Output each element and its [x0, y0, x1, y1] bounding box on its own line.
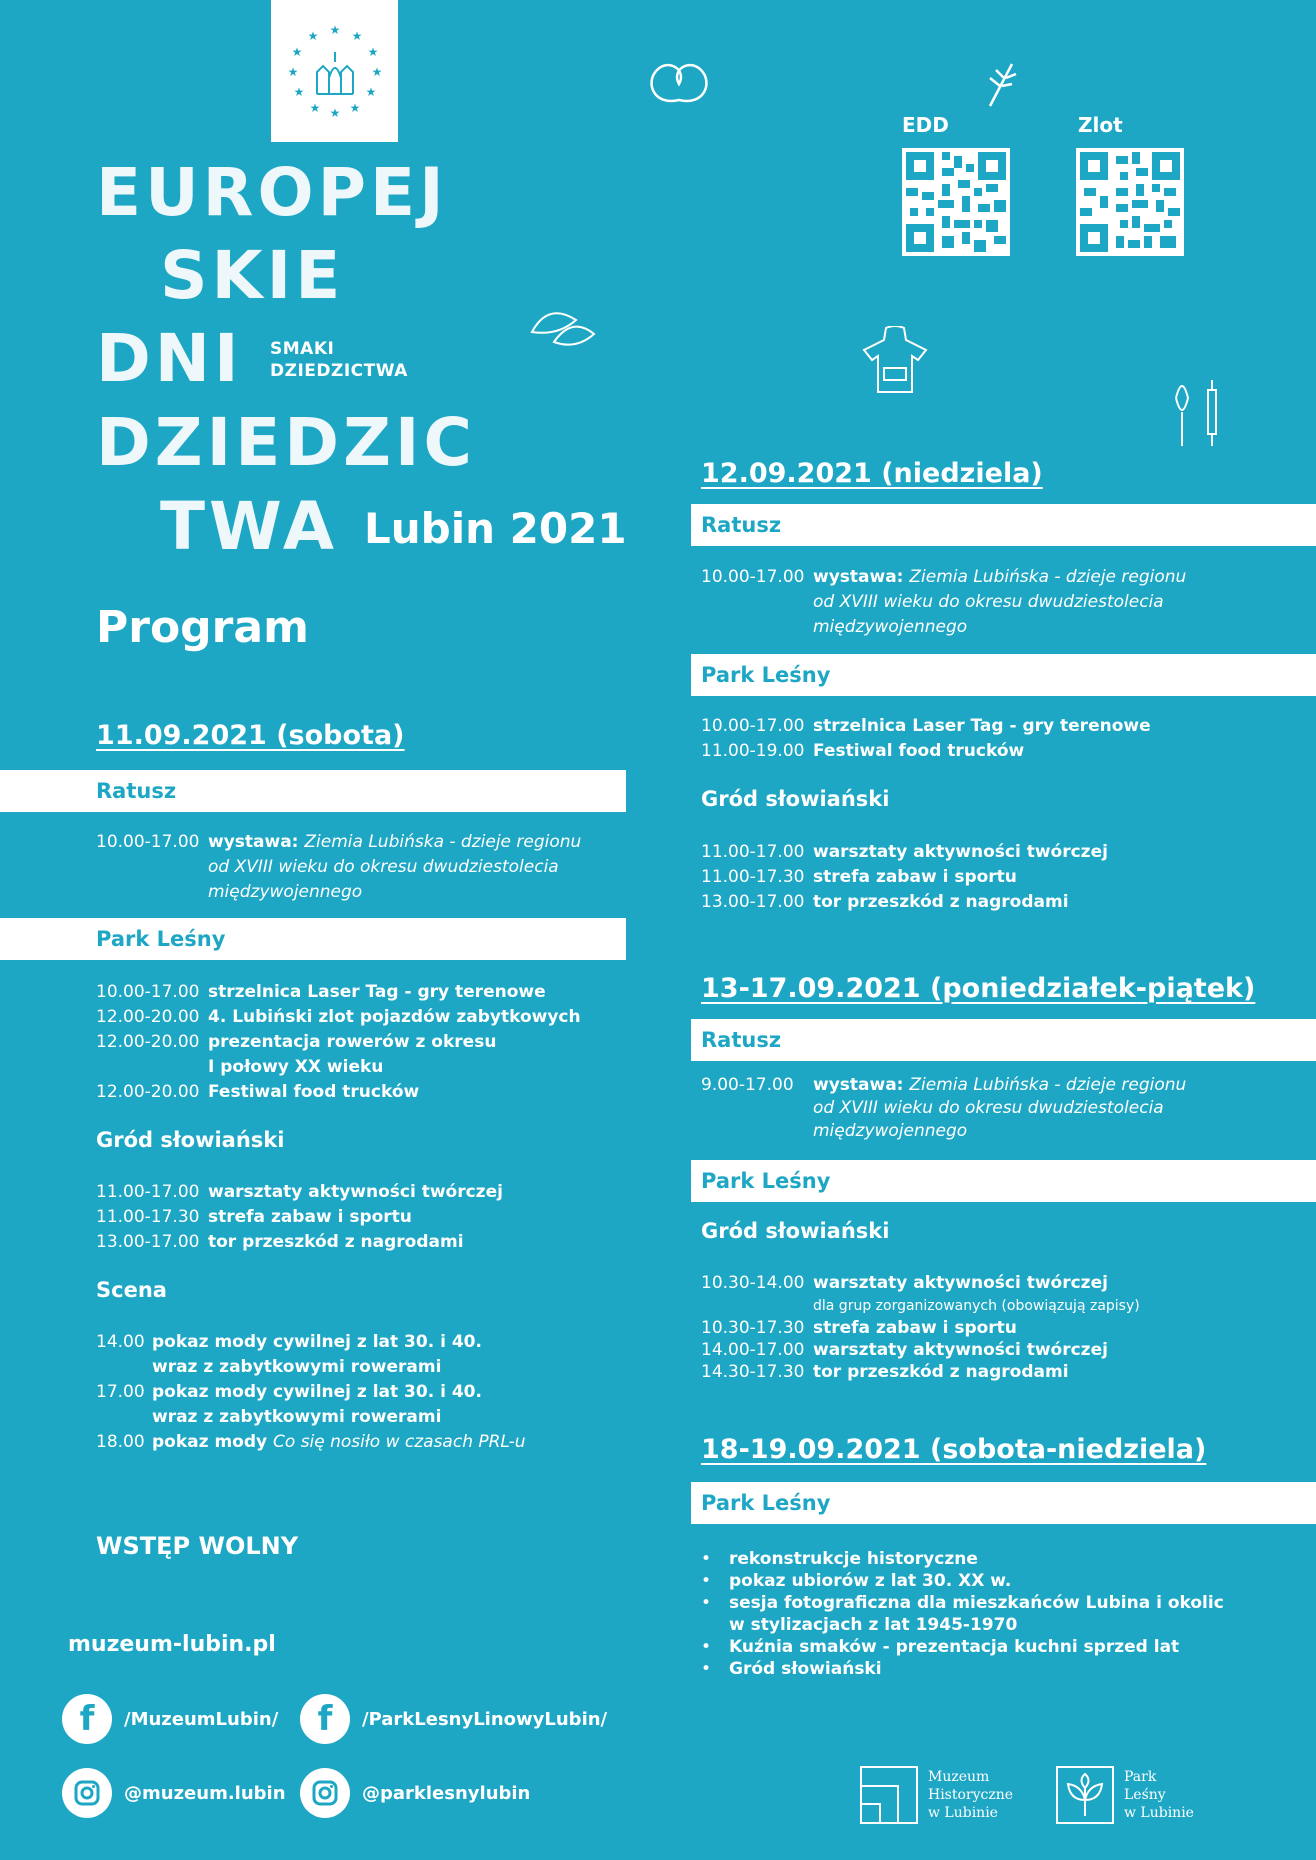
- qr-zlot-label: Zlot: [1078, 113, 1123, 137]
- list-item: 11.00-17.30 strefa zabaw i sportu: [701, 867, 1017, 887]
- svg-text:★: ★: [329, 23, 340, 37]
- day2-park-label: Park Leśny: [701, 663, 831, 687]
- list-item: • Kuźnia smaków - prezentacja kuchni sprzed lat: [701, 1637, 1180, 1657]
- day3-ratusz-list: [701, 1074, 1301, 1143]
- whisk-rolling-pin-icon: [1172, 378, 1224, 448]
- park-logo: Park Leśny w Lubinie: [1056, 1766, 1194, 1824]
- title-line-2: SKIE: [160, 237, 345, 314]
- day1-grod-list: [96, 1180, 626, 1255]
- day1-ratusz-band: [0, 770, 626, 812]
- day1-grod-heading: Gród słowiański: [96, 1128, 285, 1152]
- title-line-5: TWA: [160, 488, 338, 565]
- day1-ratusz-label: Ratusz: [96, 779, 177, 803]
- svg-text:★: ★: [351, 29, 362, 43]
- day4-bullets: [701, 1548, 1301, 1680]
- tree-sprout-icon: [1056, 1766, 1114, 1824]
- list-item: 12.00-20.00 prezentacja rowerów z okresu I połowy XX wieku: [96, 1032, 497, 1077]
- museum-logo: Muzeum Historyczne w Lubinie: [860, 1766, 1013, 1824]
- list-item: 10.00-17.00 strzelnica Laser Tag - gry terenowe: [701, 716, 1151, 736]
- website-link[interactable]: muzeum-lubin.pl: [68, 1632, 276, 1657]
- day1-park-list: [96, 980, 626, 1105]
- list-item: 12.00-20.00 4. Lubiński zlot pojazdów zabytkowych: [96, 1007, 581, 1027]
- facebook-icon: f: [62, 1694, 112, 1744]
- qr-edd-label: EDD: [902, 113, 949, 137]
- day1-ratusz-list: [96, 830, 626, 905]
- svg-text:★: ★: [349, 101, 360, 115]
- list-item: • rekonstrukcje historyczne: [701, 1549, 978, 1569]
- svg-text:★: ★: [307, 29, 318, 43]
- tagline: SMAKI DZIEDZICTWA: [270, 339, 408, 381]
- day4-date: 18-19.09.2021 (sobota-niedziela): [701, 1434, 1207, 1465]
- heritage-days-logo: [271, 0, 398, 142]
- svg-text:★: ★: [309, 101, 320, 115]
- qr-code-edd[interactable]: [902, 148, 1010, 256]
- list-item: 17.00 pokaz mody cywilnej z lat 30. i 40. wraz z zabytkowymi rowerami: [96, 1382, 482, 1427]
- program-heading: Program: [96, 602, 309, 653]
- day2-ratusz-list: [701, 565, 1301, 640]
- dumplings-icon: [528, 302, 598, 352]
- list-item: 14.00-17.00 warsztaty aktywności twórczej: [701, 1340, 1108, 1360]
- wheat-icon: [978, 56, 1026, 108]
- list-item: • Gród słowiański: [701, 1659, 882, 1679]
- title-line-3: DNI: [96, 320, 243, 397]
- apron-icon: [860, 326, 930, 394]
- list-item: 14.30-17.30 tor przeszkód z nagrodami: [701, 1362, 1069, 1382]
- svg-text:★: ★: [371, 65, 382, 79]
- list-item: 10.00-17.00 strzelnica Laser Tag - gry terenowe: [96, 982, 546, 1002]
- list-item: 14.00 pokaz mody cywilnej z lat 30. i 40. wraz z zabytkowymi rowerami: [96, 1332, 482, 1377]
- svg-text:★: ★: [293, 85, 304, 99]
- day1-scena-list: [96, 1330, 626, 1455]
- list-item: 11.00-17.30 strefa zabaw i sportu: [96, 1207, 412, 1227]
- qr-code-icon: [906, 152, 1006, 252]
- day3-ratusz-label: Ratusz: [701, 1028, 782, 1052]
- museum-building-icon: [860, 1766, 918, 1824]
- day2-grod-list: [701, 840, 1301, 915]
- list-item: 10.30-14.00 warsztaty aktywności twórczej dla grup zorganizowanych (obowiązują zapisy): [701, 1273, 1140, 1314]
- qr-code-zlot[interactable]: [1076, 148, 1184, 256]
- list-item: 11.00-19.00 Festiwal food trucków: [701, 741, 1025, 761]
- list-item: 10.00-17.00 wystawa: Ziemia Lubińska - dzieje regionu od XVIII wieku do okresu dwudziestolecia międzywojennego: [701, 567, 1187, 637]
- list-item: 18.00 pokaz mody Co się nosiło w czasach PRL-u: [96, 1432, 526, 1452]
- day2-grod-heading: Gród słowiański: [701, 787, 890, 811]
- svg-text:★: ★: [329, 106, 340, 118]
- day1-park-label: Park Leśny: [96, 927, 226, 951]
- list-item: 10.30-17.30 strefa zabaw i sportu: [701, 1318, 1017, 1338]
- day2-park-band: [691, 654, 1316, 696]
- day3-grod-list: [701, 1272, 1301, 1383]
- instagram-icon: [62, 1768, 112, 1818]
- facebook-museum-link[interactable]: f /MuzeumLubin/: [62, 1694, 278, 1744]
- cathedral-stars-icon: [287, 22, 383, 118]
- facebook-icon: f: [300, 1694, 350, 1744]
- place-year: Lubin 2021: [364, 504, 627, 553]
- list-item: • pokaz ubiorów z lat 30. XX w.: [701, 1571, 1012, 1591]
- list-item: 11.00-17.00 warsztaty aktywności twórczej: [96, 1182, 503, 1202]
- day4-park-band: [691, 1482, 1316, 1524]
- pretzel-icon: [643, 56, 715, 106]
- instagram-icon: [300, 1768, 350, 1818]
- instagram-museum-link[interactable]: @muzeum.lubin: [62, 1768, 286, 1818]
- day1-scena-heading: Scena: [96, 1278, 167, 1302]
- list-item: 10.00-17.00 wystawa: Ziemia Lubińska - dzieje regionu od XVIII wieku do okresu dwudziestolecia międzywojennego: [96, 832, 582, 902]
- day3-grod-heading: Gród słowiański: [701, 1219, 890, 1243]
- day2-ratusz-label: Ratusz: [701, 513, 782, 537]
- title-line-4: DZIEDZIC: [96, 404, 476, 481]
- day2-park-list: [701, 714, 1301, 764]
- list-item: • sesja fotograficzna dla mieszkańców Lubina i okolic: [701, 1593, 1224, 1613]
- day2-ratusz-band: [691, 504, 1316, 546]
- list-item: 9.00-17.00 wystawa: Ziemia Lubińska - dzieje regionu od XVIII wieku do okresu dwudziestolecia międzywojennego: [701, 1075, 1187, 1141]
- svg-text:★: ★: [291, 45, 302, 59]
- facebook-park-link[interactable]: f /ParkLesnyLinowyLubin/: [300, 1694, 607, 1744]
- qr-code-icon: [1080, 152, 1180, 252]
- list-item: 13.00-17.00 tor przeszkód z nagrodami: [701, 892, 1069, 912]
- svg-text:★: ★: [287, 65, 298, 79]
- list-item: 12.00-20.00 Festiwal food trucków: [96, 1082, 420, 1102]
- day1-date: 11.09.2021 (sobota): [96, 720, 405, 751]
- day4-park-label: Park Leśny: [701, 1491, 831, 1515]
- title-line-1: EUROPEJ: [96, 154, 448, 231]
- list-item: w stylizacjach z lat 1945-1970: [729, 1615, 1018, 1635]
- day3-park-band: [691, 1160, 1316, 1202]
- free-entry: WSTĘP WOLNY: [96, 1532, 299, 1560]
- instagram-park-link[interactable]: @parklesnylubin: [300, 1768, 530, 1818]
- list-item: 11.00-17.00 warsztaty aktywności twórczej: [701, 842, 1108, 862]
- day3-park-label: Park Leśny: [701, 1169, 831, 1193]
- day2-date: 12.09.2021 (niedziela): [701, 458, 1043, 489]
- svg-text:★: ★: [365, 85, 376, 99]
- day3-ratusz-band: [691, 1019, 1316, 1061]
- day1-park-band: [0, 918, 626, 960]
- day3-date: 13-17.09.2021 (poniedziałek-piątek): [701, 973, 1256, 1004]
- svg-text:★: ★: [367, 45, 378, 59]
- list-item: 13.00-17.00 tor przeszkód z nagrodami: [96, 1232, 464, 1252]
